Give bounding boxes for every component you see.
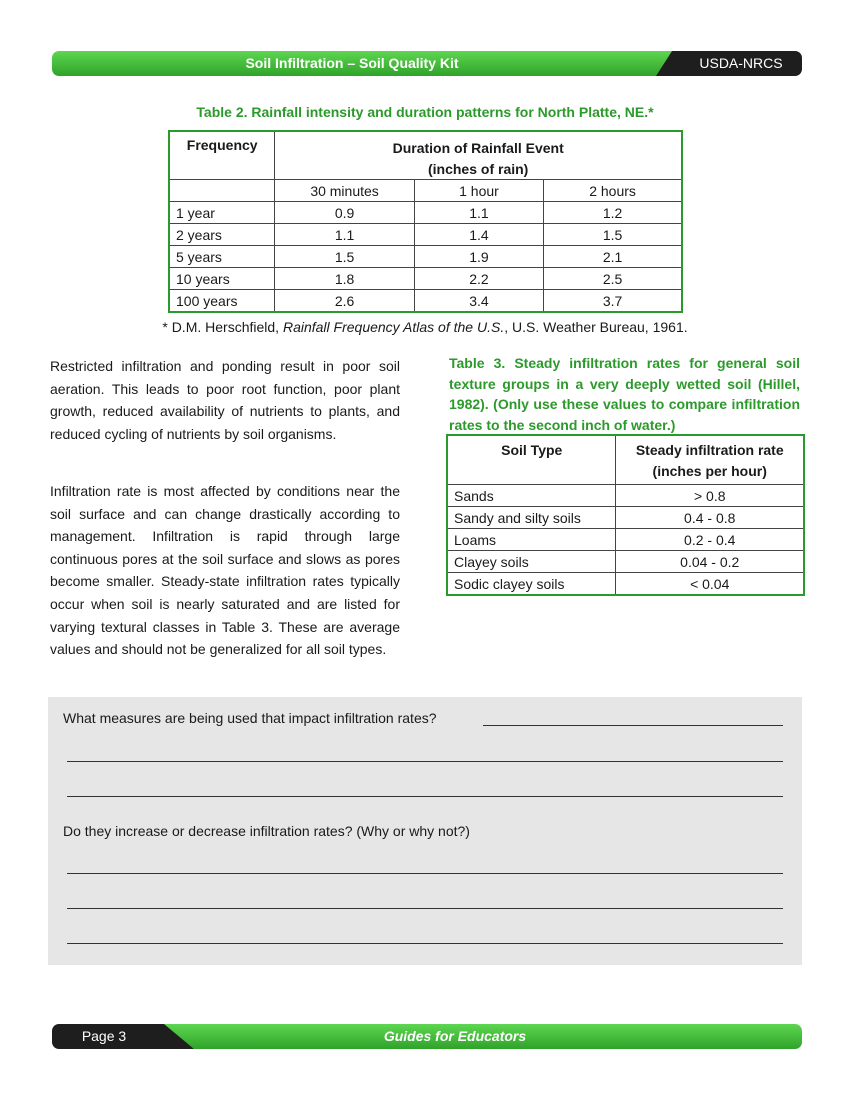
answer-line[interactable] (67, 908, 783, 909)
table-row (447, 507, 804, 529)
rate-cell: 0.2 - 0.4 (616, 529, 804, 551)
paragraph-infiltration: Infiltration rate is most affected by conditions near the soil surface and can change drastically according to management. Infiltration is rapid through large continuous pores at the soil surface and slows as pores become smaller. Steady-state infiltration rates typically occur when soil is nearly saturated and are listed for varying textural classes in Table 3. These are average values and should not be generalized for all soil types. (50, 483, 400, 658)
answer-line[interactable] (483, 725, 783, 726)
table-row (169, 290, 682, 313)
infiltration-rate-table (446, 434, 805, 596)
value-cell: 1.5 (544, 224, 682, 246)
answer-line[interactable] (67, 873, 783, 874)
value-cell: 2.1 (544, 246, 682, 268)
value-cell: 3.4 (414, 290, 543, 313)
soil-cell: Loams (447, 529, 616, 551)
soil-cell: Sands (447, 485, 616, 507)
header-title: Soil Infiltration – Soil Quality Kit (245, 55, 459, 71)
value-cell: 1.5 (275, 246, 414, 268)
subheader-30min: 30 minutes (275, 180, 414, 202)
value-cell: 2.2 (414, 268, 543, 290)
rate-cell: > 0.8 (616, 485, 804, 507)
rate-header: Steady infiltration rate (inches per hour) (616, 435, 804, 485)
rate-cell: < 0.04 (616, 573, 804, 596)
atlas-title: Rainfall Frequency Atlas of the U.S. (282, 319, 505, 335)
question-increase-decrease: Do they increase or decrease infiltration rates? (Why or why not?) (63, 823, 470, 839)
frequency-cell: 5 years (169, 246, 275, 268)
page-number: Page 3 (81, 1028, 127, 1044)
frequency-header: Frequency (169, 131, 275, 180)
answer-line[interactable] (67, 761, 783, 762)
value-cell: 1.2 (544, 202, 682, 224)
frequency-cell: 2 years (169, 224, 275, 246)
header-agency: USDA-NRCS (699, 55, 783, 71)
value-cell: 1.1 (414, 202, 543, 224)
table-row (169, 224, 682, 246)
duration-unit-header: (inches of rain) (275, 158, 682, 180)
table-row (169, 246, 682, 268)
value-cell: 0.9 (275, 202, 414, 224)
rainfall-table (168, 130, 683, 313)
question-measures: What measures are being used that impact infiltration rates? (63, 710, 437, 726)
soil-cell: Sodic clayey soils (447, 573, 616, 596)
soil-cell: Sandy and silty soils (447, 507, 616, 529)
table2-footnote: * D.M. Herschfield, Rainfall Frequency Atlas of the U.S., U.S. Weather Bureau, 1961. (162, 319, 688, 335)
table2-caption: Table 2. Rainfall intensity and duration patterns for North Platte, NE.* (196, 104, 654, 120)
table-row (169, 180, 682, 202)
value-cell: 1.9 (414, 246, 543, 268)
footer-title: Guides for Educators (383, 1028, 527, 1044)
table-row (447, 573, 804, 596)
soil-cell: Clayey soils (447, 551, 616, 573)
paragraph-aeration: Restricted infiltration and ponding result in poor soil aeration. This leads to poor root function, poor plant growth, reduced availability of nutrients to plants, and reduced cycling of nutrients by soil organisms. (50, 358, 400, 442)
table-row (447, 551, 804, 573)
table-row (169, 268, 682, 290)
rate-cell: 0.4 - 0.8 (616, 507, 804, 529)
value-cell: 2.6 (275, 290, 414, 313)
frequency-cell: 10 years (169, 268, 275, 290)
table-row (169, 202, 682, 224)
value-cell: 1.1 (275, 224, 414, 246)
value-cell: 2.5 (544, 268, 682, 290)
table-row (447, 529, 804, 551)
answer-line[interactable] (67, 796, 783, 797)
value-cell: 3.7 (544, 290, 682, 313)
duration-header: Duration of Rainfall Event (275, 131, 682, 158)
subheader-1hour: 1 hour (414, 180, 543, 202)
rate-cell: 0.04 - 0.2 (616, 551, 804, 573)
value-cell: 1.4 (414, 224, 543, 246)
answer-line[interactable] (67, 943, 783, 944)
table3-caption: Table 3. Steady infiltration rates for general soil texture groups in a very deeply wetted soil (Hillel, 1982). (Only use these values to compare infiltration rates to the second inch of water.) (449, 355, 800, 433)
frequency-cell: 100 years (169, 290, 275, 313)
table-row (447, 485, 804, 507)
value-cell: 1.8 (275, 268, 414, 290)
soil-type-header: Soil Type (447, 435, 616, 485)
subheader-2hours: 2 hours (544, 180, 682, 202)
frequency-cell: 1 year (169, 202, 275, 224)
